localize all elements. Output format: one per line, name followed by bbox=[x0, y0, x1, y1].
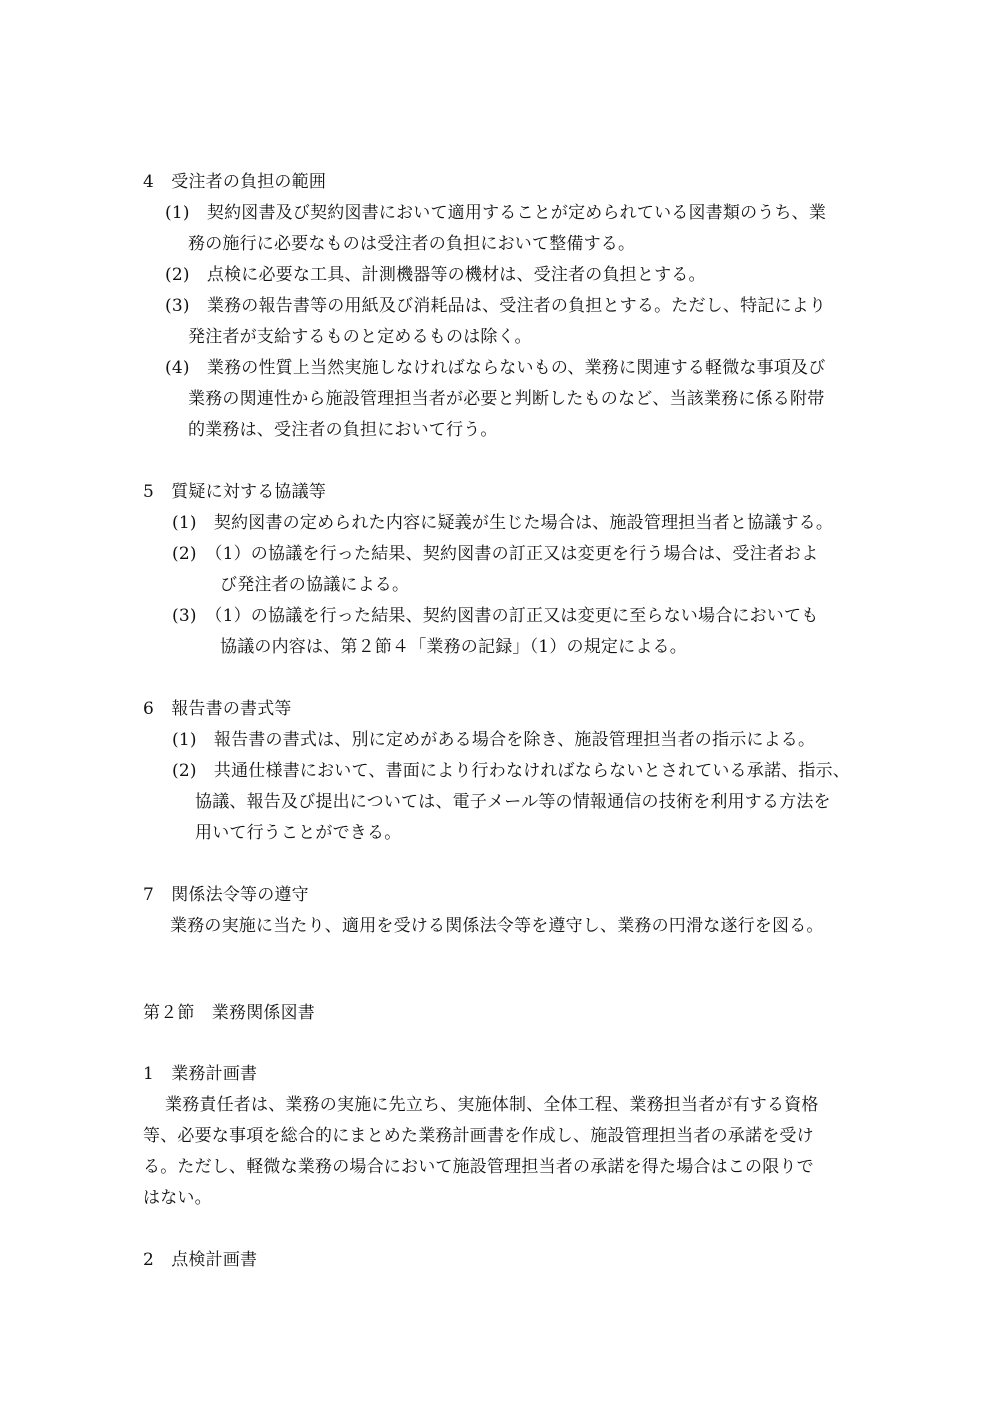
item-4-4-line-3: 的業務は、受注者の負担において行う。 bbox=[188, 420, 498, 440]
section-7-body: 業務の実施に当たり、適用を受ける関係法令等を遵守し、業務の円滑な遂行を図る。 bbox=[170, 916, 824, 936]
chapter-heading: 第２節 業務関係図書 bbox=[143, 1003, 315, 1023]
item-5-1: (1) 契約図書の定められた内容に疑義が生じた場合は、施設管理担当者と協議する。 bbox=[172, 513, 834, 533]
item-6-2-line-1: (2) 共通仕様書において、書面により行わなければならないとされている承諾、指示、 bbox=[172, 761, 850, 781]
item-6-2-line-2: 協議、報告及び提出については、電子メール等の情報通信の技術を利用する方法を bbox=[195, 792, 831, 812]
item-5-2-line-2: び発注者の協議による。 bbox=[220, 575, 410, 595]
section-heading-7: 7 関係法令等の遵守 bbox=[143, 885, 309, 905]
section-heading-4: 4 受注者の負担の範囲 bbox=[143, 172, 327, 192]
item-4-1-line-1: (1) 契約図書及び契約図書において適用することが定められている図書類のうち、業 bbox=[165, 203, 827, 223]
item-5-3-line-2: 協議の内容は、第２節４「業務の記録」（1）の規定による。 bbox=[220, 637, 687, 657]
section-heading-1: 1 業務計画書 bbox=[143, 1064, 258, 1084]
section-1-body-line-2: 等、必要な事項を総合的にまとめた業務計画書を作成し、施設管理担当者の承諾を受け bbox=[143, 1126, 814, 1146]
item-4-4-line-2: 業務の関連性から施設管理担当者が必要と判断したものなど、当該業務に係る附帯 bbox=[188, 389, 825, 409]
section-1-body-line-3: る。ただし、軽微な業務の場合において施設管理担当者の承諾を得た場合はこの限りで bbox=[143, 1157, 814, 1177]
item-4-3-line-1: (3) 業務の報告書等の用紙及び消耗品は、受注者の負担とする。ただし、特記により bbox=[165, 296, 827, 316]
item-5-2-line-1: (2) （1）の協議を行った結果、契約図書の訂正又は変更を行う場合は、受注者およ bbox=[172, 544, 819, 564]
item-6-1: (1) 報告書の書式は、別に定めがある場合を除き、施設管理担当者の指示による。 bbox=[172, 730, 816, 750]
section-1-body-line-1: 業務責任者は、業務の実施に先立ち、実施体制、全体工程、業務担当者が有する資格 bbox=[165, 1095, 819, 1115]
item-6-2-line-3: 用いて行うことができる。 bbox=[195, 823, 402, 843]
item-4-2: (2) 点検に必要な工具、計測機器等の機材は、受注者の負担とする。 bbox=[165, 265, 706, 285]
item-4-3-line-2: 発注者が支給するものと定めるものは除く。 bbox=[188, 327, 532, 347]
item-5-3-line-1: (3) （1）の協議を行った結果、契約図書の訂正又は変更に至らない場合においても bbox=[172, 606, 819, 626]
section-heading-2: 2 点検計画書 bbox=[143, 1250, 258, 1270]
section-1-body-line-4: はない。 bbox=[143, 1188, 212, 1208]
section-heading-5: 5 質疑に対する協議等 bbox=[143, 482, 327, 502]
item-4-1-line-2: 務の施行に必要なものは受注者の負担において整備する。 bbox=[188, 234, 636, 254]
section-heading-6: 6 報告書の書式等 bbox=[143, 699, 292, 719]
item-4-4-line-1: (4) 業務の性質上当然実施しなければならないもの、業務に関連する軽微な事項及び bbox=[165, 358, 826, 378]
